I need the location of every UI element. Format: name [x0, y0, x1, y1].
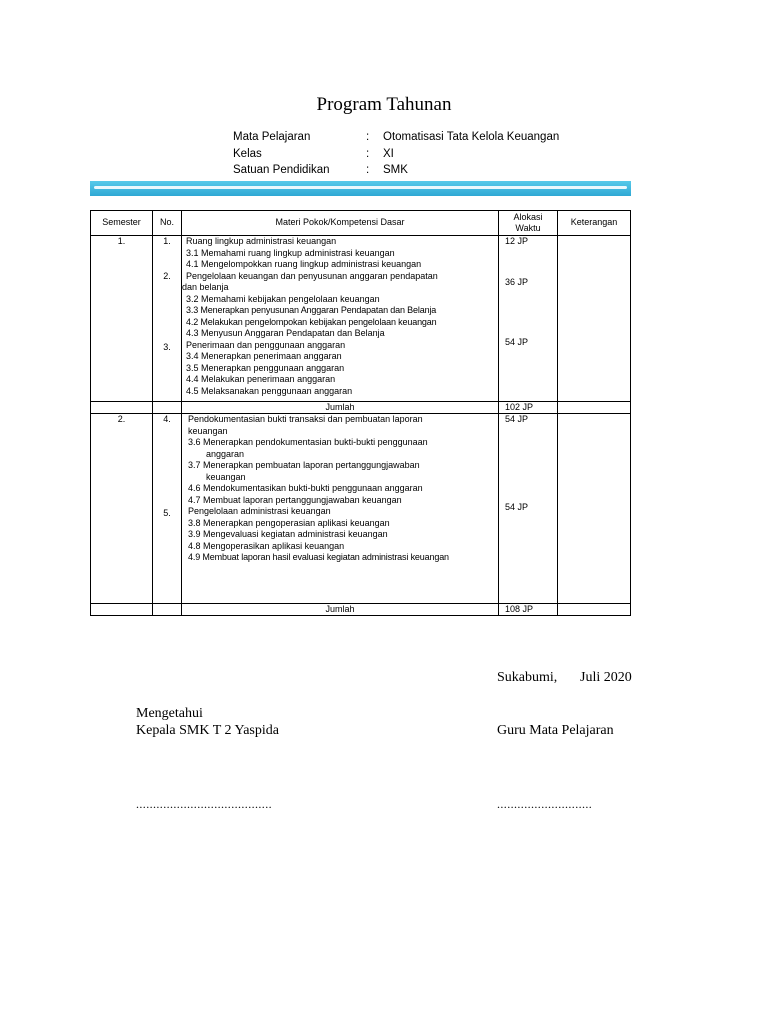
- alokasi-cell: [499, 236, 558, 402]
- list-item: 4.6 Mendokumentasikan bukti-bukti penggunaan anggaran: [188, 483, 423, 493]
- signature-right-line: ............................: [497, 797, 593, 811]
- table-row-total: [91, 402, 631, 414]
- header-alokasi-line1: Alokasi: [513, 211, 543, 222]
- empty-cell: [91, 604, 153, 616]
- list-item: 4.7 Membuat laporan pertanggungjawaban keuangan: [188, 494, 402, 505]
- signature-right-title: Guru Mata Pelajaran: [497, 723, 614, 738]
- no-value: 3.: [163, 342, 171, 352]
- jumlah-label: Jumlah: [182, 604, 499, 616]
- alokasi-value: 36 JP: [505, 277, 529, 287]
- signature-date: Juli 2020: [580, 670, 632, 685]
- alokasi-value: 54 JP: [505, 414, 529, 424]
- list-item: 3.4 Menerapkan penerimaan anggaran: [186, 351, 342, 361]
- signature-place: Sukabumi,: [497, 670, 558, 685]
- meta-colon: :: [366, 164, 370, 177]
- header-no: No.: [153, 211, 182, 236]
- list-item: 3.7 Menerapkan pembuatan laporan pertanggungjawaban: [188, 460, 420, 470]
- meta-label: Satuan Pendidikan: [233, 164, 330, 177]
- meta-value: SMK: [383, 164, 408, 177]
- table-header-row: [91, 211, 631, 236]
- list-item: 4.2 Melakukan pengelompokan kebijakan pengelolaan keuangan: [186, 316, 437, 327]
- list-item: 3.9 Mengevaluasi kegiatan administrasi keuangan: [188, 529, 388, 539]
- list-item: 3.1 Memahami ruang lingkup administrasi keuangan: [186, 247, 395, 258]
- alokasi-value: 54 JP: [505, 502, 529, 512]
- page-title: Program Tahunan: [316, 94, 452, 115]
- program-table: [90, 210, 631, 616]
- empty-cell: [91, 402, 153, 414]
- list-item: Pendokumentasian bukti transaksi dan pembuatan laporan: [188, 414, 423, 424]
- list-item: Penerimaan dan penggunaan anggaran: [186, 339, 346, 350]
- meta-label: Mata Pelajaran: [233, 131, 311, 144]
- signature-left-label: Mengetahui: [136, 706, 203, 721]
- empty-cell: [558, 402, 631, 414]
- meta-row-school: [233, 162, 559, 179]
- header-alokasi: [499, 211, 558, 236]
- no-value: 4.: [163, 414, 171, 424]
- meta-row-subject: [233, 129, 559, 146]
- table-row: [91, 414, 631, 604]
- no-value: 5.: [163, 508, 171, 518]
- semester-cell: 1.: [91, 236, 153, 402]
- empty-cell: [153, 604, 182, 616]
- meta-row-class: [233, 146, 559, 163]
- meta-value: Otomatisasi Tata Kelola Keuangan: [383, 131, 560, 144]
- signature-left-line: ........................................: [136, 797, 272, 811]
- list-item: 3.6 Menerapkan pendokumentasian bukti-bukti penggunaan: [188, 437, 428, 447]
- jumlah-value: 102 JP: [499, 402, 558, 414]
- table-row-total: [91, 604, 631, 616]
- jumlah-label: Jumlah: [182, 402, 499, 414]
- meta-colon: :: [366, 147, 370, 160]
- list-item: 3.8 Menerapkan pengoperasian aplikasi keuangan: [188, 517, 390, 528]
- list-item: 4.4 Melakukan penerimaan anggaran: [186, 374, 336, 384]
- empty-cell: [153, 402, 182, 414]
- list-item: 4.3 Menyusun Anggaran Pendapatan dan Belanja: [186, 328, 385, 338]
- materi-cell: [182, 414, 499, 604]
- header-keterangan: Keterangan: [558, 211, 631, 236]
- header-alokasi-line2: Waktu: [515, 223, 541, 233]
- no-value: 2.: [163, 271, 171, 281]
- list-item: 4.1 Mengelompokkan ruang lingkup administrasi keuangan: [186, 259, 422, 269]
- list-item: 4.8 Mengoperasikan aplikasi keuangan: [188, 540, 345, 551]
- meta-label: Kelas: [233, 147, 262, 160]
- empty-cell: [558, 604, 631, 616]
- keterangan-cell: [558, 236, 631, 402]
- meta-value: XI: [383, 147, 394, 160]
- list-item: keuangan: [188, 425, 228, 436]
- table-row: [91, 236, 631, 402]
- jumlah-value: 108 JP: [499, 604, 558, 616]
- list-item: dan belanja: [182, 282, 229, 292]
- document-meta: [233, 129, 559, 179]
- alokasi-cell: [499, 414, 558, 604]
- meta-colon: :: [366, 131, 370, 144]
- header-semester: Semester: [91, 211, 153, 236]
- list-item: Pengelolaan administrasi keuangan: [188, 506, 331, 516]
- semester-cell: 2.: [91, 414, 153, 604]
- list-item: Pengelolaan keuangan dan penyusunan anggaran pendapatan: [186, 270, 438, 281]
- no-value: 1.: [163, 236, 171, 246]
- alokasi-value: 12 JP: [505, 236, 529, 246]
- decorative-divider: [90, 181, 631, 196]
- signature-left-title: Kepala SMK T 2 Yaspida: [136, 723, 279, 738]
- list-item: 3.2 Memahami kebijakan pengelolaan keuangan: [186, 293, 380, 304]
- list-item: 3.3 Menerapkan penyusunan Anggaran Pendapatan dan Belanja: [186, 305, 437, 315]
- list-item: Ruang lingkup administrasi keuangan: [186, 236, 337, 246]
- materi-cell: [182, 236, 499, 402]
- keterangan-cell: [558, 414, 631, 604]
- list-item: 3.5 Menerapkan penggunaan anggaran: [186, 362, 345, 373]
- list-item: keuangan: [206, 471, 246, 482]
- list-item: 4.5 Melaksanakan penggunaan anggaran: [186, 385, 353, 396]
- no-cell: [153, 414, 182, 604]
- list-item: 4.9 Membuat laporan hasil evaluasi kegiatan administrasi keuangan: [188, 552, 449, 562]
- alokasi-value: 54 JP: [505, 337, 529, 347]
- header-materi: Materi Pokok/Kompetensi Dasar: [182, 211, 499, 236]
- list-item: anggaran: [206, 448, 245, 459]
- no-cell: [153, 236, 182, 402]
